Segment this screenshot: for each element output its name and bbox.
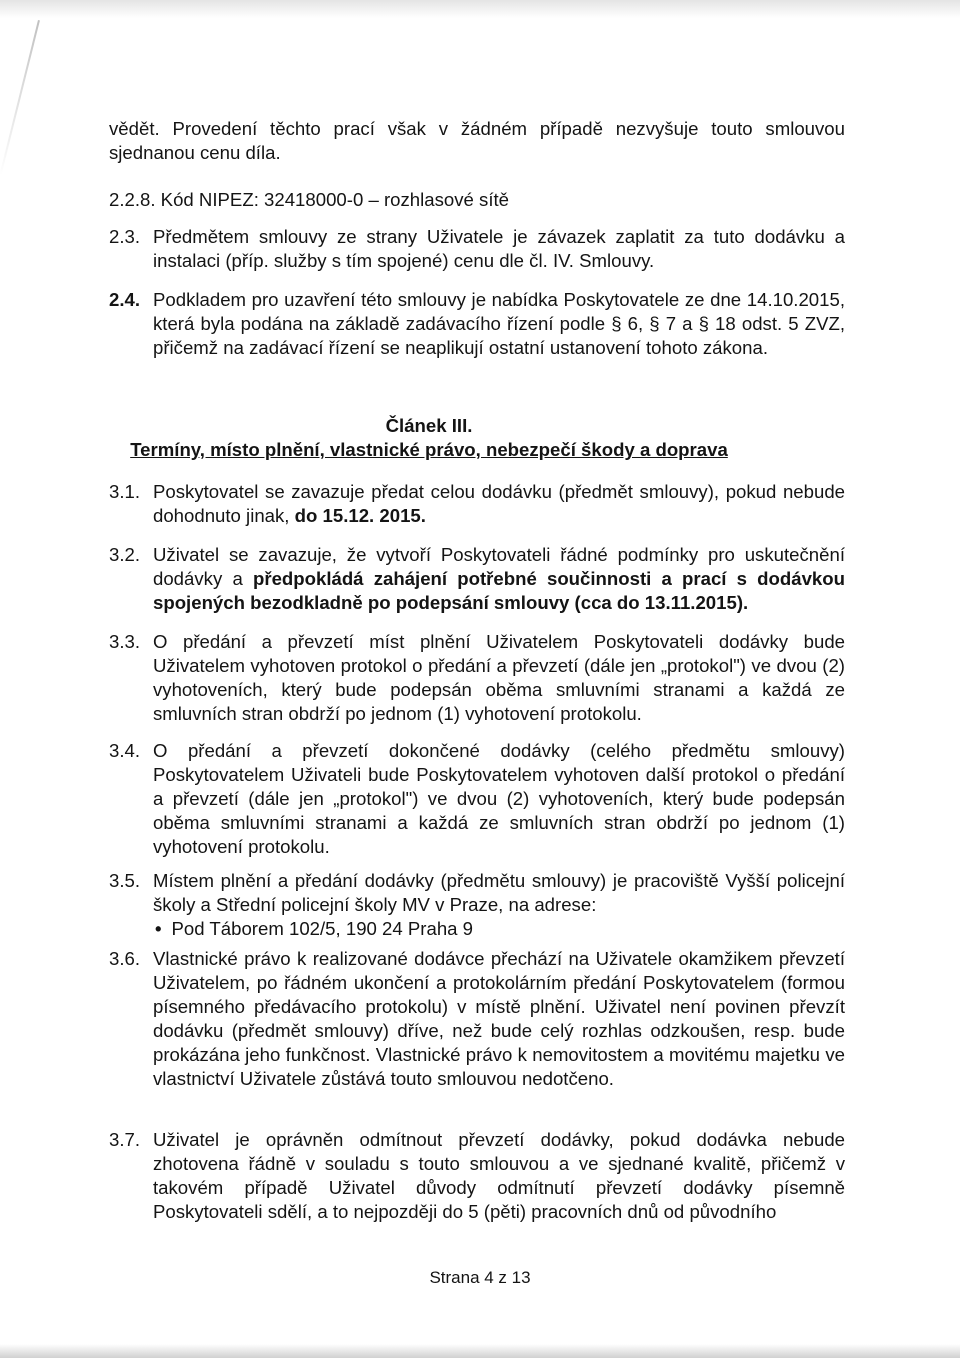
section-3-1-deadline: do 15.12. 2015. — [294, 505, 426, 526]
section-3-5-number: 3.5. — [109, 870, 141, 891]
section-3-2 — [153, 543, 845, 615]
intro-text: vědět. Provedení těchto prací však v žádném případě nezvyšuje touto smlouvou sjednanou cenu díla. — [109, 118, 845, 163]
section-2-4 — [153, 288, 845, 360]
section-2-4-number: 2.4. — [109, 289, 141, 310]
section-3-2-number: 3.2. — [109, 544, 141, 565]
section-3-2-bold: předpokládá zahájení potřebné součinnosti a prací s dodávkou spojených bezodkladně po podepsání smlouvy (cca do 13.11.2015). — [153, 568, 845, 613]
scan-mark — [0, 20, 40, 176]
page-number: Strana 4 z 13 — [429, 1268, 531, 1287]
intro-paragraph — [109, 117, 845, 165]
section-3-7-text: Uživatel je oprávněn odmítnout převzetí dodávky, pokud dodávka nebude zhotovena řádně v souladu s touto smlouvou a ve sjednané kvalitě, přičemž v takovém případě Uživatel důvody odmítnutí převzetí dodávky písemně Poskytovateli sdělí, a to nejpozději do 5 (pěti) pracovních dnů od původního — [153, 1129, 845, 1222]
section-3-1 — [153, 480, 845, 528]
section-3-4-number: 3.4. — [109, 740, 141, 761]
section-3-4 — [153, 739, 845, 859]
scan-edge-top — [0, 0, 960, 18]
address-text: Pod Táborem 102/5, 190 24 Praha 9 — [171, 918, 474, 939]
article-subtitle: Termíny, místo plnění, vlastnické právo, nebezpečí škody a doprava — [130, 439, 728, 460]
section-3-3-text: O předání a převzetí míst plnění Uživatelem Poskytovateli dodávky bude Uživatelem vyhotoven protokol o předání a převzetí (dále jen „protokol") ve dvou (2) vyhotoveních, který bude podepsán oběma smluvními stranami a každá ze smluvních stran obdrží po jednom (1) vyhotovení protokolu. — [153, 631, 845, 724]
nipez-code-line — [109, 188, 845, 212]
nipez-text: 2.2.8. Kód NIPEZ: 32418000-0 – rozhlasové sítě — [109, 189, 510, 210]
section-3-6 — [153, 947, 845, 1091]
section-3-2-text: Uživatel se zavazuje, že vytvoří Poskytovateli řádné podmínky pro uskutečnění dodávky a — [153, 544, 845, 589]
article-heading — [109, 414, 899, 462]
section-3-4-text: O předání a převzetí dokončené dodávky (celého předmětu smlouvy) Poskytovatelem Uživateli bude Poskytovatelem vyhotoven další protokol o předání a převzetí (dále jen „protokol") ve dvou (2) vyhotoveních, který bude podepsán oběma smluvními stranami a každá ze smluvních stran obdrží po jednom (1) vyhotovení protokolu. — [153, 740, 845, 857]
section-3-1-text: Poskytovatel se zavazuje předat celou dodávku (předmět smlouvy), pokud nebude dohodnuto jinak, — [153, 481, 845, 526]
section-3-7 — [153, 1128, 845, 1224]
bullet-icon: • — [155, 918, 162, 939]
scan-edge-bottom — [0, 1344, 960, 1358]
section-2-4-text: Podkladem pro uzavření této smlouvy je nabídka Poskytovatele ze dne 14.10.2015, která byla podána na základě zadávacího řízení podle § 6, § 7 a § 18 odst. 5 ZVZ, přičemž na zadávací řízení se neaplikují ostatní ustanovení tohoto zákona. — [153, 289, 845, 358]
section-2-3 — [153, 225, 845, 273]
article-title: Článek III. — [385, 415, 473, 436]
address-list-item — [153, 917, 845, 941]
section-2-3-text: Předmětem smlouvy ze strany Uživatele je závazek zaplatit za tuto dodávku a instalaci (příp. služby s tím spojené) cenu dle čl. IV. Smlouvy. — [153, 226, 845, 271]
section-3-5 — [153, 869, 845, 941]
section-3-7-number: 3.7. — [109, 1129, 141, 1150]
section-3-3-number: 3.3. — [109, 631, 141, 652]
section-3-6-text: Vlastnické právo k realizované dodávce přechází na Uživatele okamžikem převzetí Uživatelem, po řádném ukončení a protokolárním předání Poskytovatelem (formou písemného předávacího protokolu) v místě plnění. Uživatel není povinen převzít dodávku (předmět smlouvy) dříve, než bude celý rozhlas odzkoušen, resp. bude prokázána jeho funkčnost. Vlastnické právo k nemovitostem a movitému majetku ve vlastnictví Uživatele zůstává touto smlouvou nedotčeno. — [153, 948, 845, 1089]
section-2-3-number: 2.3. — [109, 226, 141, 247]
section-3-1-number: 3.1. — [109, 481, 141, 502]
section-3-3 — [153, 630, 845, 726]
section-3-6-number: 3.6. — [109, 948, 141, 969]
section-3-5-text: Místem plnění a předání dodávky (předmětu smlouvy) je pracoviště Vyšší policejní školy a Střední policejní školy MV v Praze, na adrese: — [153, 870, 845, 915]
